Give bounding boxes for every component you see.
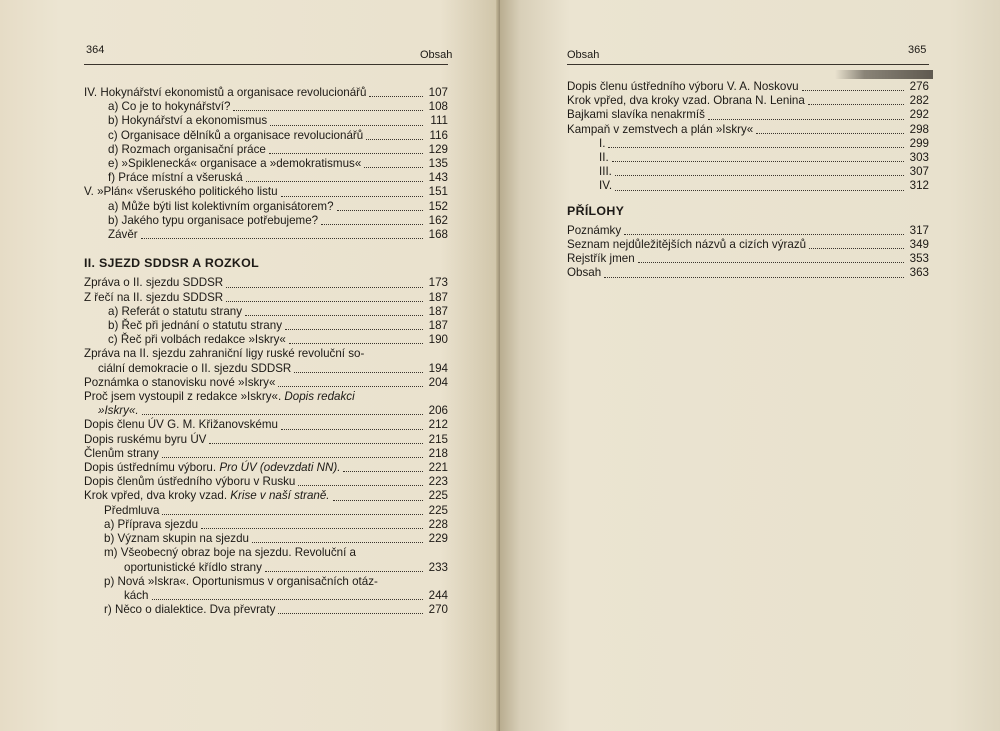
leader-dots [756,133,904,134]
toc-entry-page: 363 [909,266,929,280]
toc-entry[interactable] [84,376,448,390]
toc-entry-subtitle: Pro ÚV (odevzdati NN). [219,461,341,475]
toc-entry-page: 270 [428,603,448,617]
toc-entry-title: Proč jsem vystoupil z redakce »Iskry«. [84,390,282,404]
toc-entry[interactable] [84,603,448,617]
toc-entry-title: b) Hokynářství a ekonomismus [108,114,268,128]
toc-entry-page: 218 [428,446,448,460]
toc-entry-page: 116 [429,128,448,142]
toc-entry-subtitle: Krise v naší straně. [230,489,330,503]
toc-entry[interactable] [84,129,448,143]
leader-dots [294,372,423,373]
toc-entry-title: Předmluva [104,503,160,517]
toc-entry-page: 223 [428,475,448,489]
toc-entry-page: 225 [428,503,448,517]
toc-entry-title: Rejstřík jmen [567,252,635,266]
leader-dots [321,224,423,225]
toc-entry[interactable] [567,224,929,238]
toc-entry-title: Závěr [108,228,138,242]
toc-entry-title: a) Může býti list kolektivním organisátorem? [108,199,334,213]
leader-dots [638,262,904,263]
leader-dots [281,429,423,430]
toc-entry-page: 349 [909,238,929,252]
leader-dots [245,315,423,316]
toc-entry-page: 221 [428,461,448,475]
toc-entry-page: 194 [428,361,448,375]
toc-entry[interactable] [84,305,448,319]
toc-entry[interactable] [84,447,448,461]
ink-smudge [835,70,933,79]
toc-entry[interactable] [84,276,448,290]
toc-entry-page: 298 [909,122,929,136]
toc-entry-page: 225 [428,489,448,503]
toc-entry[interactable] [84,214,448,228]
toc-entry-page: 187 [428,319,448,333]
toc-entry[interactable] [84,171,448,185]
leader-dots [366,139,423,140]
toc-entry-page: 299 [909,136,929,150]
toc-entry-page: 215 [428,432,448,446]
toc-entry-page: 244 [428,588,448,602]
toc-entry-title: r) Něco o dialektice. Dva převraty [104,603,276,617]
toc-entry-title: Bajkami slavíka nenakrmíš [567,108,705,122]
leader-dots [152,599,424,600]
toc-entry[interactable] [84,114,448,128]
toc-entry-title: b) Význam skupin na sjezdu [104,532,249,546]
appendix-heading: PŘÍLOHY [567,203,625,218]
right-header-rule [567,64,929,65]
toc-list-appendix [567,224,929,281]
toc-entry-title: »Iskry«. [98,404,139,418]
toc-entry[interactable] [84,532,448,546]
toc-entry-title: ciální demokracie o II. sjezdu SDDSR [98,361,292,375]
toc-entry-title: oportunistické křídlo strany [124,560,262,574]
toc-entry-title: III. [599,165,612,179]
toc-entry[interactable] [84,100,448,114]
leader-dots [209,443,423,444]
leader-dots [364,167,423,168]
toc-entry-title: Obsah [567,266,602,280]
toc-entry-title: Dopis členu ústředního výboru V. A. Noskovu [567,80,799,93]
toc-entry-title: f) Práce místní a všeruská [108,171,243,185]
leader-dots [269,153,423,154]
toc-entry-title: Dopis členu ÚV G. M. Křižanovskému [84,418,278,432]
toc-sublist [84,305,448,348]
toc-entry-page: 108 [428,100,448,114]
toc-entry[interactable] [567,266,929,280]
leader-dots [281,196,423,197]
leader-dots [278,613,423,614]
leader-dots [162,514,423,515]
toc-entry-page: 228 [428,517,448,531]
toc-entry-title: II. [599,151,609,165]
toc-entry-page: 212 [428,418,448,432]
toc-entry-page: 187 [428,290,448,304]
toc-entry-title: Dopis ruskému byru ÚV [84,432,207,446]
leader-dots [333,500,423,501]
toc-entry[interactable] [84,333,448,347]
toc-entry-page: 276 [909,80,929,93]
toc-entry[interactable] [567,179,929,193]
toc-entry-title: Seznam nejdůležitějších názvů a cizích výrazů [567,238,807,252]
toc-entry[interactable] [84,433,448,447]
toc-entry-title: c) Organisace dělníků a organisace revolucionářů [108,128,364,142]
toc-entry-title: IV. [599,179,613,193]
leader-dots [226,287,423,288]
left-page-number: 364 [86,44,105,56]
toc-entry[interactable] [567,108,929,122]
toc-entry-title: I. [599,136,606,150]
toc-entry[interactable] [84,362,448,376]
toc-entry-title: b) Řeč při jednání o statutu strany [108,319,282,333]
leader-dots [252,542,423,543]
toc-entry[interactable] [84,489,448,503]
leader-dots [624,234,904,235]
toc-entry-title: b) Jakého typu organisace potřebujeme? [108,213,319,227]
toc-entry-page: 312 [909,179,929,193]
left-toc [84,86,448,617]
leader-dots [615,175,904,176]
toc-entry-page: 129 [428,142,448,156]
right-page [500,0,1000,731]
toc-list-part1 [84,86,448,242]
toc-entry[interactable] [84,589,448,603]
toc-entry[interactable] [84,418,448,432]
leader-dots [604,277,904,278]
toc-entry[interactable] [567,151,929,165]
leader-dots [201,528,423,529]
toc-entry-page: 292 [909,108,929,122]
toc-entry-page: 233 [428,560,448,574]
toc-entry-page: 162 [428,213,448,227]
toc-entry-page: 143 [428,171,448,185]
leader-dots [343,471,423,472]
toc-entry-page: 229 [428,532,448,546]
toc-entry-page: 152 [428,199,448,213]
toc-entry-page: 135 [428,157,448,171]
toc-entry[interactable] [567,123,929,137]
toc-sublist [84,518,448,546]
leader-dots [270,125,423,126]
toc-entry[interactable] [84,518,448,532]
leader-dots [809,248,904,249]
toc-entry-title: IV. Hokynářství ekonomistů a organisace revolucionářů [84,86,367,99]
leader-dots [369,96,423,97]
leader-dots [226,301,423,302]
toc-entry-page: 187 [428,304,448,318]
toc-entry[interactable] [567,238,929,252]
toc-entry-title: Z řečí na II. sjezdu SDDSR [84,290,224,304]
toc-entry-title: Krok vpřed, dva kroky vzad. Obrana N. Lenina [567,94,805,108]
toc-entry-page: 353 [909,252,929,266]
leader-dots [142,414,423,415]
toc-entry[interactable] [567,165,929,179]
toc-entry-page: 307 [909,165,929,179]
right-running-title: Obsah [567,49,600,61]
right-toc [567,80,929,281]
leader-dots [289,343,423,344]
toc-entry[interactable] [84,461,448,475]
toc-entry-title: Zpráva o II. sjezdu SDDSR [84,276,224,290]
toc-entry[interactable] [84,475,448,489]
leader-dots [278,386,423,387]
toc-entry[interactable] [567,252,929,266]
toc-entry-title: d) Rozmach organisační práce [108,142,266,156]
toc-entry-title: a) Příprava sjezdu [104,517,199,531]
toc-entry-title: Krok vpřed, dva kroky vzad. [84,489,228,503]
toc-entry[interactable] [84,86,448,100]
leader-dots [298,485,423,486]
toc-list-dopisy [84,418,448,461]
toc-entry[interactable] [84,404,448,418]
toc-entry-page: 317 [909,223,929,237]
leader-dots [802,90,904,91]
toc-list-right [567,80,929,137]
toc-entry-page: 303 [909,151,929,165]
leader-dots [265,571,423,572]
toc-entry-page: 190 [428,333,448,347]
toc-entry-page: 282 [909,94,929,108]
toc-entry-page: 204 [428,375,448,389]
toc-entry-title: Poznámka o stanovisku nové »Iskry« [84,375,276,389]
toc-entry[interactable] [84,228,448,242]
leader-dots [608,147,904,148]
leader-dots [285,329,423,330]
toc-entry-page: 107 [428,86,448,99]
section-heading: II. SJEZD SDDSR A ROZKOL [84,256,259,271]
toc-entry-line1[interactable]: m) Všeobecný obraz boje na sjezdu. Revoluční a [104,546,356,560]
toc-entry-title: kách [124,588,149,602]
toc-entry-title: Dopis členům ústředního výboru v Rusku [84,475,296,489]
right-page-number: 365 [908,44,927,56]
toc-entry[interactable] [84,291,448,305]
leader-dots [708,119,904,120]
left-header-rule [84,64,448,65]
leader-dots [162,457,423,458]
toc-entry-title: V. »Plán« všeruského politického listu [84,185,278,199]
leader-dots [615,190,904,191]
toc-entry-page: 111 [430,114,448,128]
toc-entry-line1[interactable]: p) Nová »Iskra«. Oportunismus v organisačních otáz- [104,574,378,588]
leader-dots [612,161,904,162]
toc-entry-title: Kampaň v zemstvech a plán »Iskry« [567,122,754,136]
toc-entry[interactable] [567,80,929,94]
toc-list-roman [567,137,929,194]
toc-entry[interactable] [84,200,448,214]
leader-dots [337,210,423,211]
toc-entry[interactable] [84,143,448,157]
toc-entry-page: 206 [428,404,448,418]
toc-entry[interactable] [84,157,448,171]
leader-dots [141,238,423,239]
toc-entry-subtitle: Dopis redakci [284,390,355,404]
toc-entry-page: 168 [428,228,448,242]
toc-entry-page: 151 [428,185,448,199]
toc-entry-title: a) Co je to hokynářství? [108,100,231,114]
toc-entry-title: a) Referát o statutu strany [108,304,243,318]
toc-entry-title: Dopis ústřednímu výboru. [84,461,217,475]
toc-entry-title: e) »Spiklenecká« organisace a »demokratismus« [108,157,362,171]
toc-entry[interactable] [84,561,448,575]
toc-entry[interactable] [84,504,448,518]
toc-entry-title: c) Řeč při volbách redakce »Iskry« [108,333,286,347]
leader-dots [233,110,423,111]
toc-entry[interactable] [84,185,448,199]
toc-entry[interactable] [84,319,448,333]
toc-entry-line1[interactable]: Zpráva na II. sjezdu zahraniční ligy ruské revoluční so- [84,347,365,361]
toc-entry[interactable] [567,137,929,151]
toc-entry-title: Členům strany [84,446,159,460]
left-running-title: Obsah [420,49,453,61]
leader-dots [246,181,423,182]
toc-entry-line1[interactable] [84,390,448,404]
toc-entry-title: Poznámky [567,223,622,237]
leader-dots [808,104,904,105]
toc-entry-page: 173 [428,276,448,290]
toc-entry[interactable] [567,94,929,108]
